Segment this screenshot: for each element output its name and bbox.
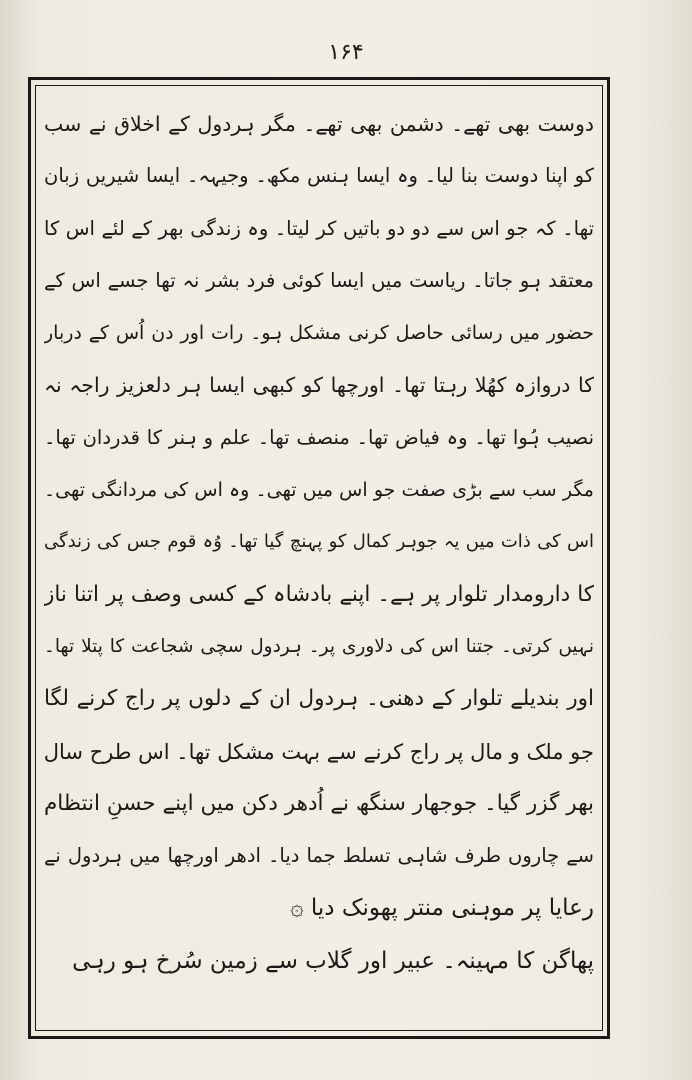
text-line: کا دارومدار تلوار پر ہے۔ اپنے بادشاہ کے کسی وصف پر اتنا ناز (44, 581, 594, 607)
text-line: اور بندیلے تلوار کے دھنی۔ ہردول ان کے دلوں پر راج کرنے لگا (44, 686, 594, 712)
text-line: مگر سب سے بڑی صفت جو اس میں تھی۔ وہ اس کی مردانگی تھی۔ (44, 479, 594, 502)
body-text (44, 98, 594, 998)
text-line-paragraph-start: پھاگن کا مہینہ۔ عبیر اور گلاب سے زمین سُرخ ہو رہی (72, 947, 594, 974)
text-line: جو ملک و مال پر راج کرنے سے بہت مشکل تھا۔ اس طرح سال (44, 739, 594, 764)
text-line: معتقد ہو جاتا۔ ریاست میں ایسا کوئی فرد بشر نہ تھا جسے اس کے (44, 268, 594, 292)
text-line: بھر گزر گیا۔ جوجھار سنگھ نے اُدھر دکن میں اپنے حسنِ انتظام (44, 790, 594, 816)
text-line: نصیب ہُوا تھا۔ وہ فیاض تھا۔ منصف تھا۔ علم و ہنر کا قدردان تھا۔ (44, 425, 594, 449)
text-line: تھا۔ کہ جو اس سے دو دو باتیں کر لیتا۔ وہ زندگی بھر کے لئے اس کا (44, 216, 594, 240)
text-line: کا دروازہ کھُلا رہتا تھا۔ اورچھا کو کبھی ایسا ہر دلعزیز راجہ نہ (44, 373, 594, 398)
text-line: کو اپنا دوست بنا لیا۔ وہ ایسا ہنس مکھ۔ وجیہہ۔ ایسا شیریں زبان (44, 164, 594, 188)
text-line-paragraph-end: رعایا پر موہنی منتر پھونک دیا ۞ (290, 895, 594, 922)
text-line: اس کی ذات میں یہ جوہر کمال کو پہنچ گیا تھا۔ وُہ قوم جس کی زندگی (44, 531, 594, 553)
text-line: حضور میں رسائی حاصل کرنی مشکل ہو۔ رات اور دن اُس کے دربار (44, 322, 594, 345)
page-number: ۱۶۴ (328, 40, 364, 65)
text-line: نہیں کرتی۔ جتنا اس کی دلاوری پر۔ ہردول سچی شجاعت کا پتلا تھا۔ (44, 635, 594, 657)
text-line: دوست بھی تھے۔ دشمن بھی تھے۔ مگر ہردول کے اخلاق نے سب (44, 112, 594, 136)
text-line: سے چاروں طرف شاہی تسلط جما دیا۔ ادھر اورچھا میں ہردول نے (44, 844, 594, 868)
